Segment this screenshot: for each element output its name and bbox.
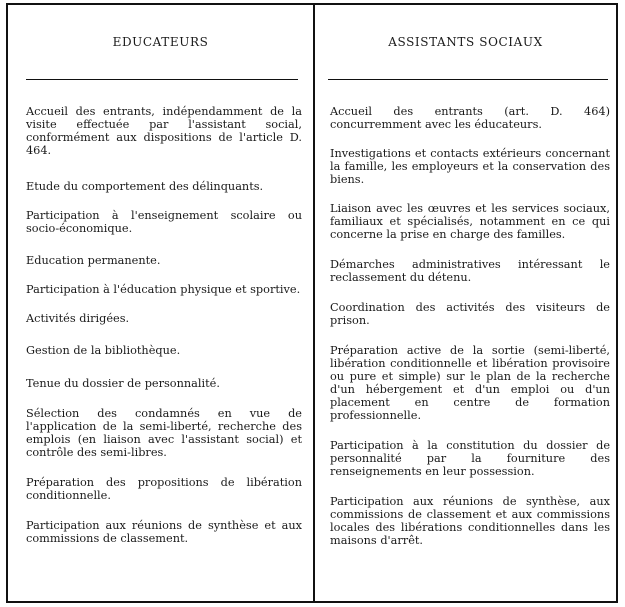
header-educateurs: EDUCATEURS	[112, 35, 209, 49]
educateurs-entry: Etude du comportement des délinquants.	[26, 180, 264, 193]
educateurs-entry: Accueil des entrants, indépendamment de la visite effectuée par l'assistant social, conformément aux dispositions de l'article D. 464.	[26, 105, 302, 157]
assistants-entry: Participation aux réunions de synthèse, aux commissions de classement et aux commissions locales des libérations conditionnelles dans les maisons d'arrêt.	[330, 495, 610, 547]
header-rule-right	[328, 79, 608, 80]
educateurs-entry: Sélection des condamnés en vue de l'application de la semi-liberté, recherche des emplois (en liaison avec l'assistant social) et contrôle des semi-libres.	[26, 407, 302, 459]
assistants-entry: Liaison avec les œuvres et les services sociaux, familiaux et spécialisés, notamment en ce qui concerne la prise en charge des familles.	[330, 202, 610, 241]
educateurs-entry: Préparation des propositions de libération conditionnelle.	[26, 476, 302, 502]
educateurs-entry: Participation aux réunions de synthèse et aux commissions de classement.	[26, 519, 302, 545]
educateurs-column	[26, 105, 302, 545]
assistants-entry: Démarches administratives intéressant le reclassement du détenu.	[330, 258, 610, 284]
assistants-entry: Participation à la constitution du dossier de personnalité par la fourniture des renseignements en leur possession.	[330, 439, 610, 478]
assistants-entry: Investigations et contacts extérieurs concernant la famille, les employeurs et la conservation des biens.	[330, 147, 610, 186]
assistants-sociaux-column	[330, 105, 610, 547]
educateurs-entry: Gestion de la bibliothèque.	[26, 344, 181, 357]
assistants-entry: Accueil des entrants (art. D. 464) concurremment avec les éducateurs.	[330, 105, 610, 131]
assistants-entry: Préparation active de la sortie (semi-liberté, libération conditionnelle et libération provisoire ou pure et simple) sur le plan de la recherche d'un hébergement et d'un emploi ou d'un placement en centre de formation professionnelle.	[330, 344, 610, 422]
header-assistants-sociaux: ASSISTANTS SOCIAUX	[388, 35, 543, 49]
educateurs-entry: Participation à l'éducation physique et sportive.	[26, 283, 301, 296]
educateurs-entry: Tenue du dossier de personnalité.	[26, 377, 220, 390]
assistants-entry: Coordination des activités des visiteurs de prison.	[330, 301, 610, 327]
educateurs-entry: Activités dirigées.	[26, 312, 130, 325]
educateurs-entry: Education permanente.	[26, 254, 161, 267]
duties-table	[6, 3, 618, 603]
header-rule-left	[26, 79, 298, 80]
column-divider	[313, 5, 315, 601]
educateurs-entry: Participation à l'enseignement scolaire ou socio-économique.	[26, 209, 302, 235]
